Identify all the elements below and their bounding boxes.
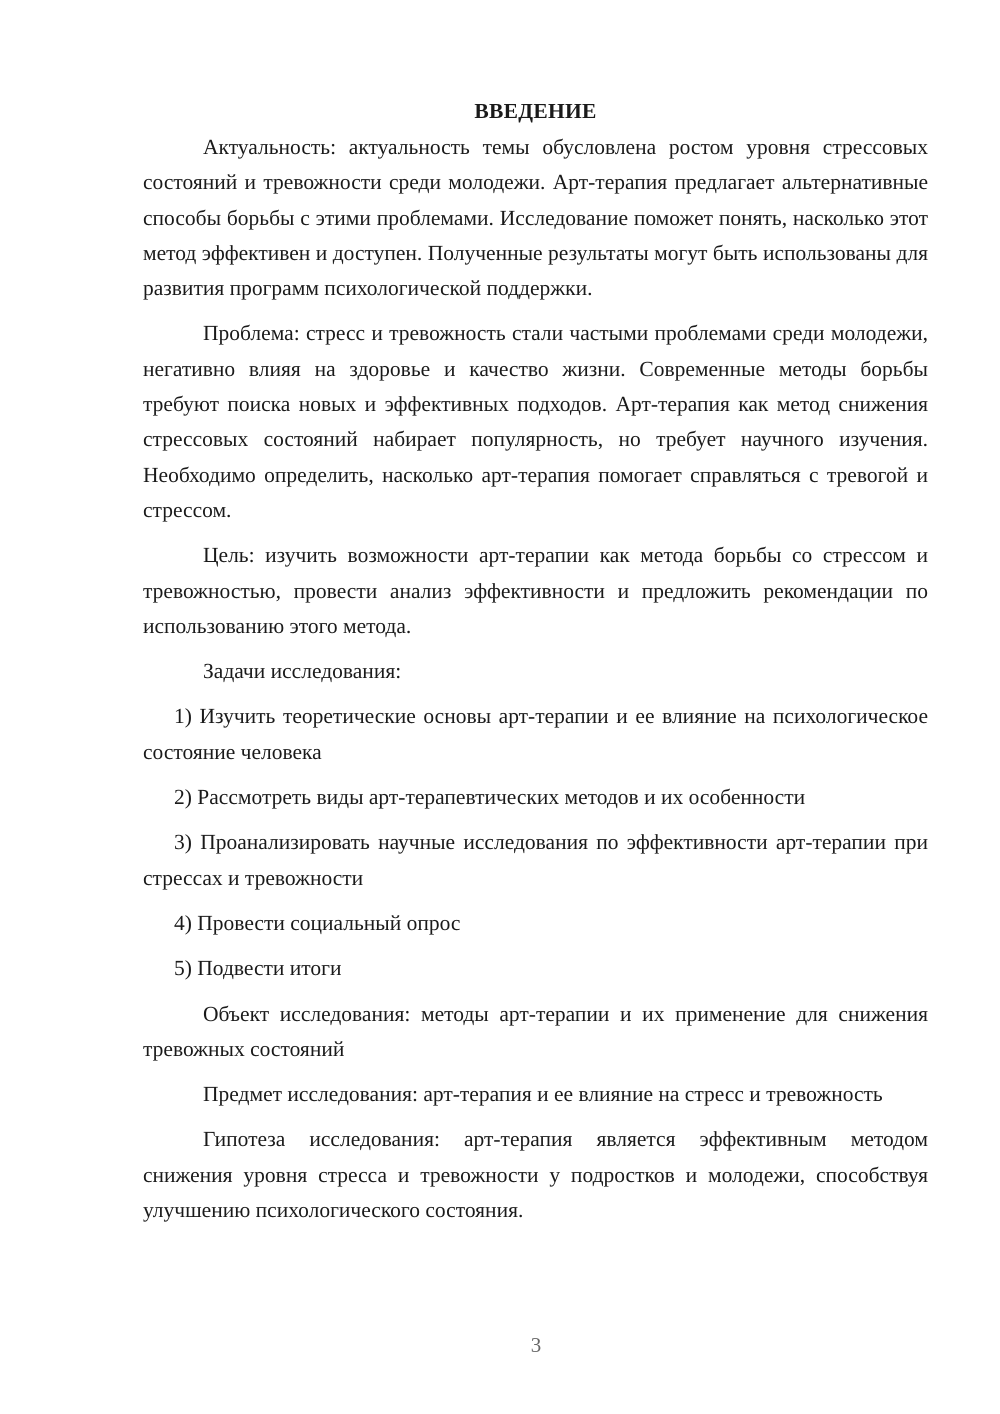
page-number: 3 bbox=[530, 1333, 542, 1357]
task-item-5: 5) Подвести итоги bbox=[174, 956, 342, 981]
task-item-3: 3) Проанализировать научные исследования по эффективности арт-терапии при стрессах и тревожности bbox=[143, 830, 928, 890]
problem-paragraph: Проблема: стресс и тревожность стали частыми проблемами среди молодежи, негативно влияя на здоровье и качество жизни. Современные методы борьбы требуют поиска новых и эффективных подходов. Арт-терапия как метод снижения стрессовых состояний набирает популярность, но требует научного изучения. Необходимо определить, насколько арт-терапия помогает справляться с тревогой и стрессом. bbox=[143, 321, 928, 522]
object-paragraph: Объект исследования: методы арт-терапии и их применение для снижения тревожных состояний bbox=[143, 1001, 928, 1061]
task-item-2: 2) Рассмотреть виды арт-терапевтических методов и их особенности bbox=[174, 785, 806, 810]
goal-paragraph: Цель: изучить возможности арт-терапии как метода борьбы со стрессом и тревожностью, провести анализ эффективности и предложить рекомендации по использованию этого метода. bbox=[143, 543, 928, 638]
tasks-title: Задачи исследования: bbox=[203, 659, 402, 684]
subject-paragraph: Предмет исследования: арт-терапия и ее влияние на стресс и тревожность bbox=[203, 1082, 883, 1107]
section-heading: ВВЕДЕНИЕ bbox=[474, 99, 597, 123]
task-item-4: 4) Провести социальный опрос bbox=[174, 910, 461, 935]
document-page bbox=[143, 96, 928, 1238]
hypothesis-paragraph: Гипотеза исследования: арт-терапия является эффективным методом снижения уровня стресса и тревожности у подростков и молодежи, способствуя улучшению психологического состояния. bbox=[143, 1127, 928, 1223]
task-item-1: 1) Изучить теоретические основы арт-терапии и ее влияние на психологическое состояние человека bbox=[143, 704, 928, 764]
relevance-paragraph: Актуальность: актуальность темы обусловлена ростом уровня стрессовых состояний и тревожности среди молодежи. Арт-терапия предлагает альтернативные способы борьбы с этими проблемами. Исследование поможет понять, насколько этот метод эффективен и доступен. Полученные результаты могут быть использованы для развития программ психологической поддержки. bbox=[143, 135, 928, 301]
